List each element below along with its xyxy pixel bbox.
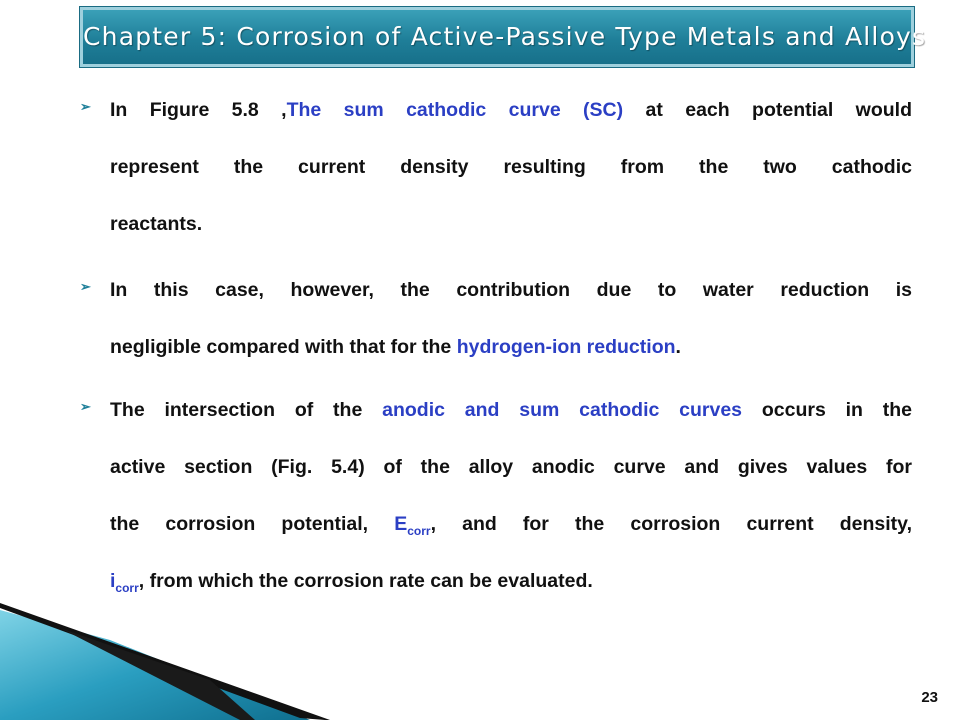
bullet-arrow-icon: ➢ <box>80 279 91 294</box>
text-segment: active section (Fig. 5.4) of the alloy anodic curve and gives values for <box>110 456 912 478</box>
text-segment: , and for the corrosion current density, <box>430 513 912 535</box>
text-segment: The intersection of the <box>110 399 383 421</box>
text-segment: In this case, however, the contribution due to water reduction is <box>110 279 912 301</box>
text-segment: . <box>675 336 681 358</box>
text-segment: at each potential would <box>623 99 912 121</box>
highlighted-text: The sum cathodic curve (SC) <box>286 99 624 121</box>
bullet-line <box>110 145 912 202</box>
bullet-line <box>110 502 912 559</box>
highlighted-text: E <box>394 513 408 535</box>
bullet-line <box>110 202 912 259</box>
bullet-arrow-icon: ➢ <box>80 399 91 414</box>
text-segment: negligible compared with that for the <box>110 336 457 358</box>
bullet-line <box>110 88 912 145</box>
highlighted-text: corr <box>407 523 431 538</box>
highlighted-text: anodic and sum cathodic curves <box>382 399 743 421</box>
text-segment: occurs in the <box>742 399 912 421</box>
text-segment: represent the current density resulting from the two cathodic <box>110 156 912 178</box>
bullet-line <box>110 559 912 616</box>
text-segment: the corrosion potential, <box>110 513 395 535</box>
highlighted-text: corr <box>115 580 139 595</box>
bullet-item <box>80 388 912 616</box>
text-segment: reactants. <box>110 213 203 235</box>
text-segment: , from which the corrosion rate can be evaluated. <box>138 570 593 592</box>
page-number: 23 <box>921 689 938 706</box>
bullet-item <box>80 88 912 259</box>
bullet-item <box>80 268 912 382</box>
bullet-line <box>110 388 912 445</box>
bullet-line <box>110 325 912 382</box>
bullet-line <box>110 445 912 502</box>
slide-title: Chapter 5: Corrosion of Active-Passive Type Metals and Alloys <box>83 22 927 51</box>
highlighted-text: hydrogen-ion reduction <box>456 336 676 358</box>
text-segment: In Figure 5.8 , <box>110 99 287 121</box>
title-bar <box>80 7 927 67</box>
bullet-arrow-icon: ➢ <box>80 99 91 114</box>
highlighted-text: i <box>110 570 116 592</box>
bullet-line <box>110 268 912 325</box>
